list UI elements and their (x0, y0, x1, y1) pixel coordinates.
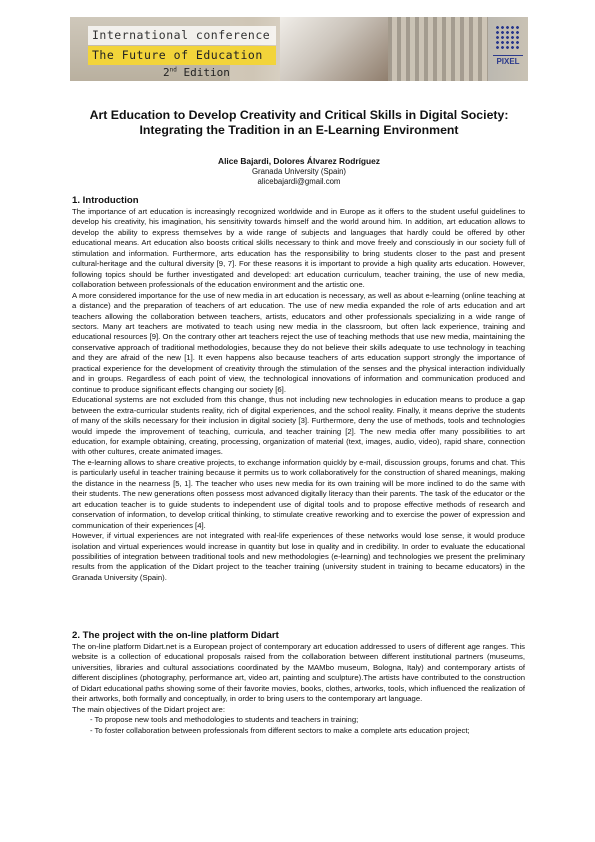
edition-ordinal: nd (169, 66, 177, 74)
author-block (70, 155, 528, 187)
paragraph: The on-line platform Didart.net is a European project of contemporary art education addressed to users of different age ranges. This website is a collection of educational proposals raised from the collaboration between different institutional partners (museums, universities, libraries and cultural associations coordinated by the MAMbo museum, Bologna, Italy) and contemporary artists of different disciplines (photography, performance art, video art, painting and sculpture).The artists have contributed to the construction of Didart educational paths showing some of their favorite movies, books, clothes, artworks, tools, which influenced the realization of their artworks, both formally and conceptually, in order to bring users to the contemporary art language. (72, 642, 525, 704)
conference-name-line2: The Future of Education (88, 46, 276, 65)
section-project-didart (72, 630, 525, 736)
banner-photo-writing (280, 17, 390, 81)
section-heading: 1. Introduction (72, 195, 139, 206)
banner-title-box (88, 26, 276, 66)
paper-title: Art Education to Develop Creativity and Critical Skills in Digital Society: Integrating the Tradition in an E-Learning Environment (89, 108, 509, 137)
objectives-list (72, 715, 525, 736)
paragraph: The e-learning allows to share creative projects, to exchange information quickly by e-mail, discussion groups, forums and chat. This is particularly useful in teacher training because it permits us to work collaboratively for the construction of shared meanings, making the distance in the nearness [5, 1]. The teacher who uses new media for its own training will be more inclined to do the same with their students. The new generations often possess most advanced digitally literacy than their parents. The task of the educator or the art education teacher is to guide students to independent use of digital tools and to propose effective methods of research and conservation of information, to develop critical thinking, to stimulate creative reworking and to exercise the power of expression and communication of their experiences [4]. (72, 457, 525, 530)
list-item: - To propose new tools and methodologies to students and teachers in training; (90, 715, 359, 725)
pixel-logo-text: PIXEL (493, 55, 523, 66)
edition-number: 2 (163, 66, 170, 79)
pixel-logo (490, 21, 526, 77)
objectives-intro: The main objectives of the Didart project are: (72, 704, 225, 714)
author-email: alicebajardi@gmail.com (257, 177, 341, 186)
paragraph: However, if virtual experiences are not integrated with real-life experiences of these networks would lose sense, it would produce isolation and virtual experiences would increase in quantity but lose in quality and in credibility. In order to evaluate the educational possibilities of integration between traditional tools and new methodologies (e-learning) and technologies we present the preliminary results from the application of the Didart project to the teacher training (university student in training to became educators) in the Granada University (Spain). (72, 531, 525, 582)
list-item: - To foster collaboration between professionals from different sectors to make a complete arts education project; (90, 725, 470, 735)
pixel-logo-icon (495, 25, 521, 51)
author-affiliation: Granada University (Spain) (251, 167, 347, 176)
section-introduction (72, 195, 525, 583)
paragraph: Educational systems are not excluded from this change, thus not including new technologies in education means to produce a gap between the extra-curricular students reality, rich of digital experiences, and the school reality. Finally, it means deprive the students of many of the skills necessary for their inclusion in digital society [3]. Furthermore, deny the use of methods, tools and technologies would impede the improvement of teaching, curricula, and teacher training [2]. The new media offer many possibilities to art education, for example obtaining, creating, processing, organization of material (text, images, audio, video), rapid share, connection with other cultures, create animated images. (72, 395, 525, 457)
paragraph: A more considered importance for the use of new media in art education is necessary, as well as about e-learning (online teaching at a distance) and the preparation of teachers of art education. The use of new media expanded the role of arts education and art teachers allowing the collaboration between teachers, artists, educators and other professionals specializing in a wide range of sectors. Many art teachers are motivated to teach using new media in the classroom, but often lack experience, training and educational resources [9]. On the contrary other art teachers reject the use of teaching methods that use new media, maintaining the conservative approach of traditional methodologies, because they do not believe their skills adequate to use technology in teaching and they are afraid of the new [1]. It even happens also because teachers of arts education support strongly the importance of practical experience for the development of creativity through the stimulation of the senses and the physical interaction individually and in groups. Regardless of each point of view, the technological innovations of information and communication produced and continue to produce significant effects changing our society [6]. (72, 290, 525, 394)
conference-banner (70, 17, 528, 81)
edition-word: Edition (183, 66, 230, 79)
section-heading: 2. The project with the on-line platform Didart (72, 630, 279, 641)
conference-name-line1: International conference (88, 26, 276, 45)
author-names: Alice Bajardi, Dolores Álvarez Rodríguez (218, 156, 380, 166)
paragraph: The importance of art education is increasingly recognized worldwide and in Europe as it offers to the student useful guidelines to develop his creativity, his imagination, his sensitivity towards himself and the world around him. In addition, art education allows to develop the ability to express themselves by a wide range of subjects and languages that hardly could be offered by other educational means. Art education also boosts critical skills necessary to think and move freely and consciously in our society full of stimulation and information. Furthermore, arts education has the responsibility to bring students closer to the past and present cultural-heritage and the cultural diversity [9, 7]. For these reasons it is important to provide a high quality arts education. However, following topics should be further investigated and developed: art education curriculum, teacher training, the use of new media, collaboration between professionals of the education environment and the artistic one. (72, 207, 525, 290)
edition-label (163, 66, 230, 79)
banner-photo-facade (388, 17, 488, 81)
